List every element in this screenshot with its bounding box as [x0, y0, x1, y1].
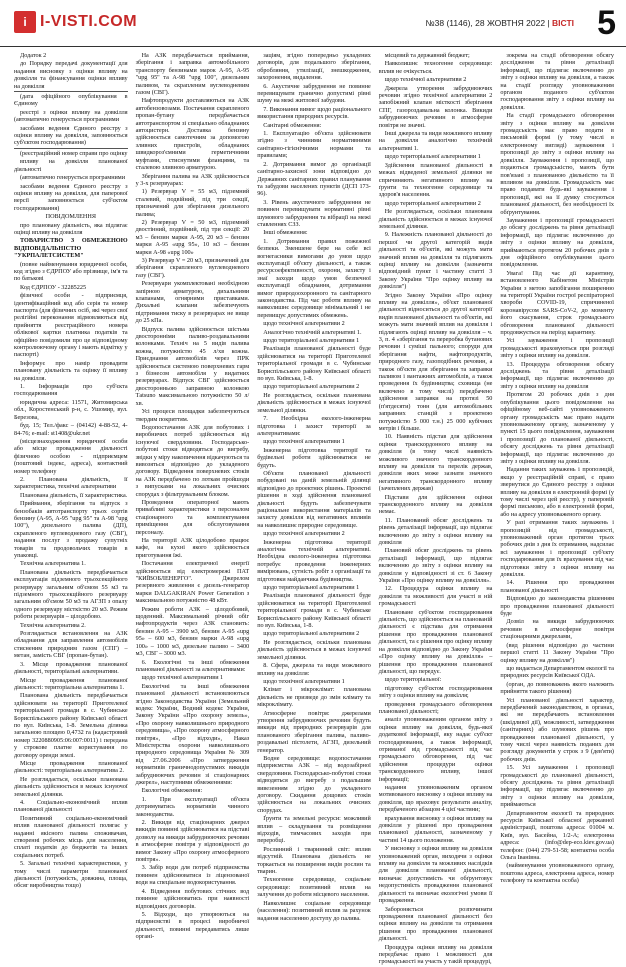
article-paragraph: 1. Дотримання правил пожежної безпеки. Зменшене бере на себе всі вогнегасники вимогами до умов щодо експлуатації об'єкту діяльності, а також ресурсоефективності, охорони, захисту і знаї заходи щодо умов безпечної експлуатації обладнання, дотримання вимог природоохоронного та санітарного законодавства. Під час роботи впливу на навколишнє середовище мінімальний і не перевищує допустимих обмежень.: [257, 237, 371, 319]
article-paragraph: 10. Наявність підстав для здійснення оцінки транскордонного впливу на довкілля (в тому числі наявність можливого значного транскордонного впливу на довкілля та перелік держав, довкілля яких може зазнати значного негативного транскордонного впливу (зачеплених держав): [378, 433, 493, 493]
article-paragraph: що видається Департаментом екології та природних ресурсів Київської ОДА.: [500, 664, 614, 680]
article-paragraph: (повне найменування юридичної особи, код згідно з ЄДРПОУ або прізвище, ім'я та по батькові: [14, 260, 128, 283]
article-paragraph: юридична адреса: 11571, Житомирська обл., Коростенський р-н, с. Ушомир, вул. Березова,: [14, 398, 128, 421]
article-paragraph: (дата офіційного опублікування в Єдиному: [14, 93, 128, 108]
article-paragraph: Планована діяльність передбачається здійснювати на території Приготелевої територіальної громади в с. Чубинське Бориспільського району Київської області по вул. Київська, 1-8. Земельна ділянка загальною площею 0,4732 га (кадастровий номер 3220880905:06:007:0011) і передана у строкове платне користування по договору оренди землі.: [14, 692, 128, 759]
article-paragraph: щодо територіальної альтернативи 1: [384, 153, 481, 161]
page-header: [0, 0, 626, 47]
article-paragraph: 5. Загальні технічні характеристики, у тому числі параметри планованої діяльності (потужність, довжина, площа, обсяг виробництва тощо): [14, 860, 128, 890]
column-4: [379, 52, 493, 967]
article-paragraph: засобами ведення Єдиного реєстру з оцінки впливу на довкілля, для паперової версії заповнюється суб'єктом господарювання): [14, 182, 128, 212]
article-paragraph: (вид рішення відповідно до частини першої статті 11 Закону України "Про оцінку впливу на довкілля"): [500, 641, 614, 664]
column-5: [500, 52, 614, 967]
article-paragraph: проведення громадського обговорення планованої діяльності;: [378, 700, 493, 715]
article-paragraph: 1. Інформація про суб'єкта господарювання: [14, 383, 128, 398]
article-paragraph: Не розглядається, оскільки планована діяльність здійснюється в межах існуючої земельної ділянки.: [257, 638, 371, 661]
article-paragraph: (місцезнаходження юридичної особи або місце провадження діяльності фізичною особою - підприємцем (поштовий індекс, адреса), контактний номер телефону: [14, 437, 128, 475]
article-paragraph: Не розглядається, оскільки планована діяльність здійснюється в межах існуючої земельної ділянки.: [378, 208, 493, 230]
article-paragraph: Відповідно до законодавства рішенням про провадження планованої діяльності буде: [500, 595, 614, 618]
article-paragraph: Клімат і мікроклімат: планована діяльність не призведе до змін клімату та мікроклімату.: [257, 686, 371, 709]
article-paragraph: Проведення операторної мають привабливі характеристики з персоналом стаціонарного та комплектування приміщення для обслуговування персоналу.: [135, 498, 250, 536]
article-paragraph: На АЗК передбачається приймання, зберігання і заправка автомобільного транспорту бензинами марок А-95, А-95 "upg 95" та А-98 "upg 100", дизельним паливом, та скрапленим вуглеводневим газом (СВГ).: [135, 52, 250, 97]
article-paragraph: Відпуск палива здійснюється шістьма двосторонніми паливо-роздавальними колонками. Техніч на 5 видів палива кожна, потужністю 45 л/хв кожна. Приєднання автомобілів через ПРК здійснюється системою поверхневих гарм з бізнесом автомобіля у видатних резервуарах. Відпуск СВГ здійснюється двосторонньою заправною колонкою Тatsuno максимальною потужністю 50 л/хв.: [135, 325, 250, 407]
article-paragraph: місцевий та державний бюджет;: [384, 52, 470, 59]
article-paragraph: Усі процеси площадки забезпечуються твердим покриттям.: [135, 408, 250, 423]
article-paragraph: Надання таких зауважень і пропозицій, якщо у реєстраційній справі, є право звернутися до Єдиного реєстру з оцінки впливу на довкілля в електронній формі (у тому числі через цей реєстр), у паперовій формі письмово, або в електронній формі, або на адресу уповноваженого органу.: [500, 466, 614, 518]
article-paragraph: Інші джерела та види можливого впливу на довкілля аналогічно технічній альтернативі 1.: [378, 130, 493, 152]
article-paragraph: 11. Планований обсяг досліджень та рівень деталізації інформації, що підлягає включенню до звіту з оцінки впливу на довкілля: [378, 516, 493, 546]
article-paragraph: (автоматично генерується програмними: [20, 174, 126, 182]
article-paragraph: Постачання електричної енергії здійснюється від електромережі ПАТ "КИЇВОБЛЕНЕРГО". Джерелом резервного живлення є дизель-генератор марки DALGAKIRAN Power Generation з максимальною потужністю 48 кВт.: [135, 560, 250, 605]
article-paragraph: 12. Процедура оцінки впливу на довкілля та можливості для участі в ній громадськості: [378, 585, 493, 608]
article-paragraph: 9. Належність планованої діяльності до першої чи другої категорій видів діяльності та об'єктів, які можуть мати значний вплив на довкілля та підлягають оцінці впливу на довкілля (зазначити відповідний пункт і частину статті 3 Закону України "Про оцінку впливу на довкілля"): [378, 231, 493, 291]
article-paragraph: Технічна альтернатива 1.: [20, 560, 86, 568]
article-paragraph: Водне середовище: водопостачання підприємства АЗК – від водозабірної свердловини. Господарсько-побутові стоки відводяться до вигребу з подальшим вивезенням згідно до укладеного договору. Скидання дощових стоків здійснюється на локальних очисних спорудах.: [257, 754, 371, 814]
issue-number: №38 (1146), 28 ЖОВТНЯ 2022 |: [425, 18, 550, 28]
article-paragraph: Згідно Закону України «Про оцінку впливу на довкілля», об'єкт планованої діяльності відноситься до другої категорії видів планованої діяльності та об'єктів, які можуть мати значний вплив на довкілля і підлягають оцінці впливу на довкілля – ч. 3, п. 4 «зберігання та переробка бутанових речовин і суміші пального; споруди для зберігання нафти, нафтопродуктів, природного газу, газоподібних речовин, а також об'єкти для зберігання та заправки паливом і вантажних автомобілів, а також проведення їх будівництва; сховища (не включено в тому числі) передбачено здійснення заправки на протязі 50 (п'ятдесяти) тонн (для автомобільних заправних станцій з проектною потужністю 5 000 т.н.) 25 000 кубічних метрів і більше.: [378, 291, 493, 432]
article-paragraph: Увага! Під час дії карантину, встановленого Кабінетом Міністрів України з метою запобігання поширенню на території України гострої респіраторної хвороби COVID-19, спричиненої коронавірусом SARS-CoV-2, до моменту його скасування, строк громадського обговорення планованої діяльності продовжується на період карантину.: [500, 269, 614, 337]
article-paragraph: щодо територіальної альтернативи 2: [263, 383, 360, 391]
article-paragraph: Планована діяльність передбачається експлуатація підземного трьохсекційного резервуару загальним об'ємом 55 м3 та підземного трьохсекційного резервуару загальним об'ємом 50 м3 та АГЗП з опалу одного резервуару місткістю 20 м3. Режим роботи резервуарів – цілодобово.: [14, 568, 128, 621]
article-paragraph: щодо територіальної альтернативи 1: [263, 584, 360, 592]
article-paragraph: заціям, згідно попередньо укладених договорів, для подальшого зберігання, обробляння, утилізації, знешкодження, захоронення, видалення.: [257, 52, 371, 82]
article-paragraph: Процедура оцінки впливу на довкілля передбачає право і можливості для громадськості на участь у такій процедурі,: [378, 943, 493, 966]
article-paragraph: Плановий обсяг досліджень та рівень деталізації інформації, що підлягає включенню до звіту з оцінки впливу на довкілля у відповідності зі ст. 6 Закону України «Про оцінку впливу на довкілля».: [378, 547, 493, 585]
article-paragraph: 2) Резервуар V = 50 м3, підземний двостінний, подвійний, під три секції: 20 м3 – бензин марки А-95, 20 м3 – бензин марки А-95 «upg 95», 10 м3 – бензин марки А-98 «upg 100»: [135, 218, 250, 256]
article-paragraph: Інші обмеження:: [263, 229, 308, 237]
article-paragraph: Забороняється розпочинати провадження планованої діяльності без оцінки впливу на довкілля та отримання рішення про провадження планованої діяльності.: [378, 905, 493, 943]
divider: [14, 91, 128, 92]
column-3: [257, 52, 371, 967]
article-paragraph: Навколишнє соціальне середовище (населення): позитивний вплив за рахунок надання населенню доступу до палива.: [257, 899, 371, 922]
article-paragraph: 15. Усі зауваження і пропозиції громадськості до планованої діяльності, обсягу досліджень та рівня деталізації інформації, що підлягає включенню до звіту з оцінки впливу на довкілля, приймаються: [500, 764, 614, 809]
article-paragraph: 6. Екологічні та інші обмеження планованої діяльності за альтернативами:: [135, 658, 250, 673]
article-paragraph: (найменування уповноваженого органу, поштова адреса, електронна адреса, номер телефону та контактна особа): [500, 862, 614, 885]
article-paragraph: Підстави для здійснення оцінки транскордонного впливу на довкілля немає.: [378, 493, 493, 516]
article-paragraph: (орган, до повноважень якого належить прийняття такого рішення): [500, 680, 614, 696]
article-paragraph: 5. Відходи, що утворюються на підприємстві в процесі виробничої діяльності, повинні передаватись лише органі-: [135, 910, 250, 941]
article-paragraph: реєстрі з оцінки впливу на довкілля (автоматично генерується програмними: [14, 108, 128, 124]
article-paragraph: 3) Резервуар V = 20 м3, призначений для зберігання скрапленого вуглеводневого газу (СВГ).: [135, 256, 250, 279]
article-paragraph: Атмосферне повітря: джерелами утворення забруднюючих речовин будуть викиди від природних резервуарів для планованого зберігання палива, паливо-роздавальні пістолети, АГЗП, дизельний генератор.: [257, 709, 371, 754]
article-paragraph: (реєстраційний номер справи про оцінку: [20, 149, 128, 157]
article-paragraph: Джерела утворення забруднюючих речовин згідно технічної альтернативи 2 запобіжний клапан місткості зберігання СПГ, газороздавальна колонка. Викиди забруднюючих речовин в атмосферне повітря не значні.: [378, 84, 493, 129]
article-paragraph: На території АЗК цілодобово працює кафе, на кухні якого здійснюється приготування їжі.: [135, 537, 250, 559]
article-paragraph: щодо технічної альтернативи 2: [263, 530, 345, 538]
column-2: [136, 52, 250, 967]
article-paragraph: зокрема на стадії обговорення обсягу дослідження та рівня деталізації інформації, що підлягає включенню до звіту з оцінки впливу на довкілля, а також на стадії розгляду уповноваженим органом поданого суб'єктом господарювання звіту з оцінки впливу на довкілля.: [500, 52, 614, 111]
article-paragraph: Навколишнє техногенне середовище: вплив не очікується.: [378, 60, 493, 75]
article-paragraph: Розглядається встановлення на АЗК обладнання для заправлення автомобілів стисненим природним газом (СПГ) – метан, замість СВГ (пропан-бутан).: [14, 630, 128, 660]
article-paragraph: 7. Виконання вимог щодо раціонального використання природних ресурсів.: [257, 105, 371, 121]
article-paragraph: щодо технічної альтернативи 1: [141, 674, 224, 682]
columns: [14, 52, 614, 966]
article-paragraph: Усі зауваження і пропозиції громадськості враховуються при розгляді звіту з оцінки впливу на довкілля.: [500, 337, 614, 360]
article-paragraph: 2. Планована діяльність, її характеристика, технічні альтернативи: [14, 475, 128, 491]
article-paragraph: впливу на довкілля планованої діяльності: [14, 158, 128, 173]
article-paragraph: Екологічні обмеження:: [141, 787, 203, 795]
issue-info: [426, 18, 574, 28]
article-paragraph: аналіз уповноваженим органом звіту з оцінки впливу на довкілля, будь-якої додаткової інформації, яку надає суб'єкт господарювання, а також інформації, отриманої від громадськості під час громадського обговорення, під час здійснення процедури оцінки транскордонного впливу, іншої інформації;: [378, 716, 493, 783]
article-paragraph: 1. Експлуатацію об'єкта здійснювати згідно з чинними нормативними санітарно-гігієнічними нормами та правилами;: [257, 130, 371, 160]
article-paragraph: 3. Місце провадження планованої діяльності, територіальні альтернативи.: [14, 660, 128, 676]
article-paragraph: 1) Резервуар V = 55 м3, підземний сталевий, подвійний, під три секції, призначений для зберігання дизельного палива;: [135, 188, 250, 218]
article-paragraph: Усі планованої діяльності характер, передбачений законодавством, в органах, які не передбачають встановлення (шкідливої дії), можливості, затвердження (санітарних) або шумових рішень про провадження планованої діяльності, у тому числі через наявність поданих для розгляду документів у строк з 9 (дев'яти) робочих днів.: [500, 696, 614, 763]
article-paragraph: щодо територіальної альтернативи 1: [263, 337, 360, 345]
article-paragraph: 13. Процедура обговорення обсягу досліджень та рівня деталізації інформації, що підлягає включенню до звіту з оцінки впливу на довкілля: [500, 360, 614, 390]
article-paragraph: Інформує про намір провадити плановану діяльність та оцінку її впливу на довкілля.: [14, 359, 128, 382]
article-paragraph: Не розглядається, оскільки планована діяльність здійснюється в межах існуючої земельної ділянки.: [257, 391, 371, 414]
article-paragraph: щодо технічної альтернативи 1: [263, 677, 345, 685]
article-paragraph: 14. Рішення про провадження планованої діяльності: [500, 579, 614, 594]
article-paragraph: Зауваження і пропозиції громадськості до обсягу досліджень та рівня деталізації інформації, що підлягає включенню до звіту з оцінки впливу на довкілля, приймаються протягом 20 робочих днів з дня офіційного опублікування цього повідомлення.: [500, 216, 614, 269]
article-paragraph: 3. Рівень акустичного забруднення не повинен перевищувати нормативні рівні шумового забруднення та вібрації на межі ставленнях СЗЗ.: [257, 198, 371, 228]
article-paragraph: щодо територіальної альтернативи 2: [263, 630, 360, 638]
article-paragraph: 2. Дотримання вимог до організації санітарно-захисної зони відповідно до Державних санітарних правил планування та забудови населених пунктів (ДСП 173-96).: [257, 160, 371, 198]
article-paragraph: На стадії громадського обговорення звіту з оцінки впливу на довкілля громадськість має право подати в письмовій формі (у тому числі в електронному вигляді) зауваження і пропозиції до звіту з оцінки впливу на довкілля. Зауваження і пропозиції, що подаються громадськістю, мають бути пов'язані з планованою діяльністю та її впливом на довкілля. Громадськість має право подавати будь-які зауваження і пропозиції, які на її думку стосуються планованої діяльності, без необхідності їх обґрунтування.: [500, 112, 614, 216]
page-number: 5: [597, 4, 616, 42]
article-paragraph: Код ЄДРПОУ - 32285225: [20, 283, 87, 291]
issue-brand: ВІСТІ: [552, 18, 574, 28]
article-paragraph: щодо технічної альтернативи 1: [263, 438, 345, 446]
article-paragraph: 8. Сфера, джерела та види можливого впливу на довкілля:: [257, 662, 371, 677]
article-paragraph: Технічна альтернатива 2.: [20, 621, 86, 629]
article-paragraph: Санітарні обмеження:: [263, 121, 322, 129]
article-paragraph: Рослинний і тваринний світ: вплив відсутній. Планована діяльність не торкається на поширення видів рослин та тварин.: [257, 845, 371, 876]
article-paragraph: Інженерна підготовка території та будівельні роботи здійснюватися не будуть.: [257, 446, 371, 469]
article-paragraph: У разі отримання таких зауважень і пропозицій від громадськості, уповноважений орган протягом трьох робочих днів з дня їх отримання, надсилає всі зауваження і пропозиції суб'єкту господарювання для їх врахування під час підготовки звіту з оцінки впливу на довкілля.: [500, 519, 614, 579]
article-paragraph: підготовку суб'єктом господарювання звіту з оцінки впливу на довкілля;: [378, 684, 493, 700]
article-paragraph: Інженерна підготовка території аналогічна технічній альтернативі. Необхідна еколого-інженерна підготовка потребує проведення інженерних вимірювань, сутність робіт з організації та підготовки майданчика будівництва.: [257, 538, 371, 583]
article-paragraph: Позитивний соціально-економічний вплив планованої діяльності полягає у наданні якісного палива споживачам, створенні робочих місць для населення, сплаті податків до бюджетів та інших соціальних потреб.: [14, 814, 128, 859]
article-paragraph: 1. При експлуатації об'єкта дотримуватись нормативів чинного законодавства.: [135, 795, 250, 818]
article-paragraph: Техногенне середовище, соціальне середовище: позитивний вплив на залучення до роботи місцевого населення.: [257, 876, 371, 899]
article-paragraph: ТОВАРИСТВО З ОБМЕЖЕНОЮ ВІДПОВІДАЛЬНІСТЮ "УКРПАЛЕТСИСТЕМ": [14, 237, 128, 260]
article-paragraph: 7. Необхідна еколого-інженерна підготовка і захист території за альтернативами:: [257, 415, 371, 437]
article-paragraph: Водопостачання АЗК для побутових і виробничих потреб здійснюється від існуючої свердловини. Господарсько-побутові стоки відводяться до вигребу, звідки у міру накопичення відкачуються та вивозяться відповідно до укладеного договору. Відведення поверхневих стоків на АЗК передбачено по лоткам пройшоди з випусками на локальних очисних спорудах з фільтрувальним блоком.: [135, 423, 250, 498]
article-paragraph: 4. Відведення побутових стічних вод повинне здійснюватись при наявності відповідних договорів.: [135, 887, 250, 910]
article-paragraph: ПОВІДОМЛЕННЯ: [45, 213, 96, 221]
site-logo: [14, 11, 137, 33]
article-paragraph: врахування висновку з оцінки впливу на довкілля у рішенні про провадження планованої діяльності, зазначеному у частині 14 цього положення.: [378, 814, 493, 844]
article-paragraph: Об'єкти планованої діяльності побудовані на даній земельній ділянці відповідно до проектних рішень. Проектні рішення в ході здійснення планованої діяльності будуть забезпечувати раціональне використання матеріалів та захисту довкілля від негативних впливів на навколишнє природне середовище.: [257, 469, 371, 529]
article-paragraph: буд. 15; Тел./факс – (04142) 4-88-52, 4-84-76; e-mail: st1408@ukr.net: [14, 422, 128, 437]
article-paragraph: Реалізація планованої діяльності буде здійснюватися на території Приготелевої територіальної громади в с. Чубинське Бориспільського району Київської області по вул. Київська, 1-8.: [257, 345, 371, 383]
article-paragraph: щодо технічної альтернативи 2: [384, 76, 467, 84]
article-paragraph: Не розглядається, оскільки планована діяльність здійснюється в межах існуючої земельної ділянки.: [14, 775, 128, 798]
article-paragraph: Резервуари укомплектовані необхідною запірною арматурою, дихальними клапанами, огнярними приставками. Дихальні клапани забезпечують підтримання тиску в резервуарах не вище до 25 кПа.: [135, 280, 250, 325]
article-paragraph: щодо територіальної:: [384, 676, 442, 684]
article-paragraph: Департаментом екології та природних ресурсів Київської обласної державної адміністрації, поштова адреса: 01004 м. Київ, вул. Басейна, 1/2-А; електронна адреса: (info@dep-eco.kiev.gov.ua) телефон: (044) 279-51-58; контактна особа Ольга Іванівна.: [500, 809, 614, 862]
article-paragraph: фізичної особи - підприємця, ідентифікаційний код або серія та номер паспорта (для фізичних осіб, які через свої релігійні переконання відмовляються від прийняття реєстраційного номера облікової картки платника податків та офіційно повідомили про це відповідному контролюючому органу і мають відмітку у паспорті): [14, 292, 128, 359]
article-paragraph: 4. Соціально-економічний вплив планованої діяльності: [14, 799, 128, 814]
article-paragraph: Приймання, зберігання та відпуск з бензобаків автотранспорту трьох сортів бензину (А-95, А-95 "upg 95" та А-98 "upg 100"), дизельного палива (ДП), скрапленого вуглеводневого газу (СВГ), надання послуг з продажу супутніх товарів та продовольчих товарів в упаковці.: [14, 500, 128, 559]
logo-icon: i: [14, 11, 36, 33]
article-paragraph: про плановану діяльність, яка підлягає оцінці впливу на довкілля: [14, 221, 128, 236]
article-paragraph: щодо технічної альтернативи 2: [263, 320, 345, 328]
column-1: [14, 52, 128, 967]
divider: [14, 148, 128, 149]
article-paragraph: Здійснення планованої діяльності в межах відведеної земельної ділянки не спричиняють негативного впливу на ґрунти та техногенне середовище та здоров'я населення.: [378, 161, 493, 199]
article-paragraph: Аналогічно технічній альтернативі 1.: [263, 328, 362, 336]
article-paragraph: Режим роботи АЗК – цілодобовий, щоденний. Максимальний річний обіг нафтопродуктів через АЗК становить: бензин А-95 – 3900 м3, бензин А-95 «upg 95» – 600 м3, бензин марки А-98 «upg 100» – 1000 м3, дизельне паливо – 3400 м3, СВГ – 3000 м3.: [135, 605, 250, 658]
article-paragraph: Нафтопродукти доставляються на АЗК автобензовозами. Постачання скрапленого пропан-бутану передбачається автотранспортом зі спеціально обладнаних автоцистерн. Доставка бензину здійснюється самотечним за допомогою зливних пристроїв, обладнаних швидкороз'ємними герметичними муфтами, стиснутими фланцями, та сталевою зливною арматурою.: [135, 97, 250, 172]
article-paragraph: до Порядку передачі документації для надання висновку з оцінки впливу на довкілля та фінансування оцінки впливу на довкілля: [14, 60, 128, 90]
article-paragraph: засобами ведення Єдиного реєстру з оцінки впливу на довкілля, заповнюється суб'єктом господарювання): [14, 124, 128, 147]
article-paragraph: Плановане суб'єктом господарювання діяльність, що здійснюється на планованій діяльності є підстава для отримання рішення про провадження планованої діяльності, та є рішення про оцінку впливу на довкілля відповідно до Закону України «Про оцінку впливу на довкілля» – рішення про провадження планованої діяльності, що передує.: [378, 608, 493, 675]
article-paragraph: Реалізація планованої діяльності буде здійснюватися на території Приготелевої територіальної громади в с. Чубинське Бориспільського району Київської області по вул. Київська, 1-8.: [257, 592, 371, 630]
article-paragraph: Місце провадження планованої діяльності: територіальна альтернатива 2.: [14, 759, 128, 775]
article-paragraph: 2. Викиди від стаціонарних джерел викидів повинні здійснюватися на підставі дозволу на викиди забруднюючих речовин в атмосферне повітря у відповідності до вимог Закону «Про охорону атмосферного повітря».: [135, 819, 250, 864]
article-paragraph: 3. Забір води для потреб підприємства повинен здійснюватися із ліцензованої води на спеціальне водокористування.: [135, 864, 250, 887]
article-paragraph: Протягом 20 робочих днів з дня опублікування цього повідомлення на офіційному веб-сайті уповноваженого органу громадськість має право надати уповноваженому органу, зазначеному у пункті 15 цього повідомлення, зауваження і пропозиції до планованої діяльності, обсягу досліджень та рівня деталізації інформації, що підлягає включенню до звіту з оцінки впливу на довкілля.: [500, 391, 614, 465]
article-paragraph: Додаток 2: [20, 52, 47, 59]
article-paragraph: щодо територіальної альтернативи 2: [384, 199, 481, 207]
article-paragraph: Зберігання палива на АЗК здійснюється у 3-х резервуарах:: [135, 172, 250, 187]
article-paragraph: надання уповноваженим органом мотивованого висновку з оцінки впливу на довкілля, що враховує результати аналізу, передбаченого абзацом 4 цієї частини;: [378, 784, 493, 814]
article-paragraph: У висновку з оцінки впливу на довкілля уповноважений орган, виходячи з оцінки впливу на довкілля та можливих наслідків для довкілля планованої діяльності, визначає допустимість чи обґрунтовує недопустимість провадження планованої діяльності та визначає екологічні умови її провадження.: [378, 845, 493, 905]
article-paragraph: Дозвіл на викиди забруднюючих речовин в атмосферне повітря стаціонарними джерелами,: [500, 618, 614, 641]
article-paragraph: Місце провадження планованої діяльності: територіальна альтернатива 1.: [14, 676, 128, 691]
article-paragraph: Ґрунти та земельні ресурси: можливий вплив – складування та розміщення відходів, тимчасових заходів при переробці.: [257, 815, 371, 845]
logo-text: I-VISTI.COM: [40, 13, 138, 30]
article-paragraph: Екологічні та інші обмеження планованої діяльності встановлюються згідно Законодавства України (Земельний кодекс України, Водний кодекс України, Закону України «Про охорону земель», «Про охорону навколишнього природного середовища», «Про охорону атмосферного повітря», «Про відходи», Наказ Міністерства охорони навколишнього природного середовища України № 309 від 27.06.2006 «Про затвердження нормативів граничнодопустимих викидів забруднюючих речовин зі стаціонарних джерел», наступними обмеженнями:: [135, 682, 250, 786]
article-paragraph: 6. Акустичне забруднення не повинне перевищувати гранично допустимі рівні шуму на межі житлової забудови.: [257, 82, 371, 105]
article-paragraph: Планована діяльність, її характеристика.: [20, 491, 128, 499]
